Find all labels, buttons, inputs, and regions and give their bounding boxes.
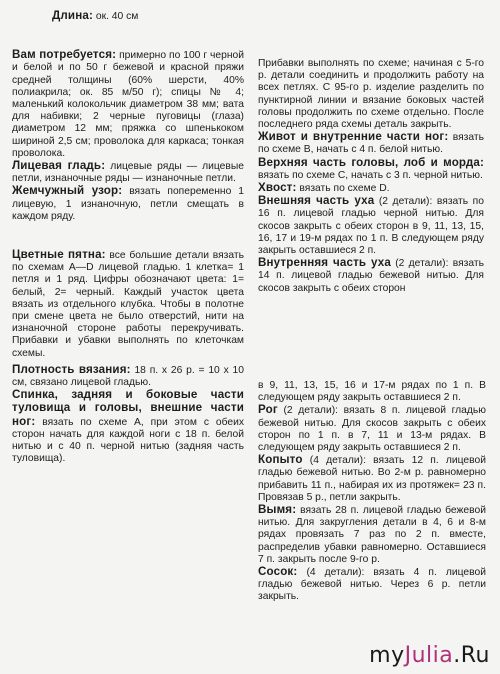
pearl-text: вязать попеременно 1 лицевую, 1 изнаночную, петли смещать в каждом ряду. <box>12 186 244 222</box>
length-line <box>12 10 244 23</box>
teat-count: (4 детали): <box>306 567 365 579</box>
gauge-heading: Плотность вязания: <box>12 362 131 376</box>
stockinette-block <box>12 160 244 185</box>
hoof-count: (4 детали): <box>309 455 366 467</box>
color-spots-text: все большие детали вязать по схемам А—D лицевой гладью. 1 клетка= 1 петля и 1 ряд. Цифры обозначают цвета: 1= белый, 2= черный. Каждый участок цвета вязать из отдельного клубка. Чтобы в полотне при смене цвета не было отверстий, нити на изнаночной стороне работы перекручивать. Прибавки и убавки выполнять по клеточкам схемы. <box>12 250 244 359</box>
tail-heading: Хвост: <box>258 181 297 195</box>
stockinette-text: лицевые ряды — лицевые петли, изнаночные ряды — изнаночные петли. <box>12 161 244 185</box>
length-label: Длина: <box>52 9 93 22</box>
color-spots-block <box>12 249 244 360</box>
left-column <box>12 10 244 466</box>
outer-ear-count: (2 детали): <box>378 196 433 208</box>
inner-ear-continued: в 9, 11, 13, 15, 16 и 17-м рядах по 1 п. В следующем ряду закрыть оставшиеся 2 п. <box>258 380 486 404</box>
inner-ear-block <box>258 257 484 295</box>
watermark-suffix: .Ru <box>453 643 490 668</box>
color-spots-heading: Цветные пятна: <box>12 248 106 262</box>
right-column-bottom <box>258 380 486 604</box>
back-block <box>12 389 244 465</box>
materials-heading: Вам потребуется: <box>12 48 117 62</box>
pearl-block <box>12 185 244 223</box>
outer-ear-text: вязать по 16 п. лицевой гладью черной нитью. Для скосов закрыть с обеих сторон в 9, 11, 13, 15, 16, 17 и 19-м рядах по 1 п. В следующем ряду закрыть оставшиеся 2 п. <box>258 196 484 257</box>
head-top-heading: Верхняя часть головы, лоб и морда: <box>258 155 484 169</box>
increases-text: Прибавки выполнять по схеме; начиная с 5-го р. детали соединить и продолжить работу на всех петлях. С 95-го р. изделие разделить по пунктирной линии и вязание боковых частей головы продолжить по схеме отдельно. После последнего ряда схемы деталь закрыть. <box>258 58 484 131</box>
materials-block <box>12 49 244 160</box>
udder-heading: Вымя: <box>258 503 297 517</box>
right-column-top <box>258 58 484 295</box>
inner-ear-count: (2 детали): <box>395 258 449 270</box>
teat-text: вязать 4 п. лицевой гладью бежевой нитью. Через 6 р. петли закрыть. <box>258 567 486 603</box>
udder-block <box>258 504 486 566</box>
hoof-heading: Копыто <box>258 453 303 467</box>
head-top-text: вязать по схеме С, начать с 3 п. черной нитью. <box>258 169 483 181</box>
inner-ear-text: вязать 14 п. лицевой гладью бежевой нитью. Для скосов закрыть с обеих сторон <box>258 258 484 294</box>
belly-text: вязать по схеме В, начать с 4 п. белой нитью. <box>258 132 484 156</box>
length-value: ок. 40 см <box>95 11 139 22</box>
pearl-heading: Жемчужный узор: <box>12 184 123 198</box>
hoof-block <box>258 454 486 504</box>
belly-block <box>258 131 484 156</box>
hoof-text: вязать 12 п. лицевой гладью бежевой нитью. Во 2-м р. равномерно прибавить 11 п., набирая их из протяжек= 23 п. Провязав 5 р., петли закрыть. <box>258 455 486 503</box>
back-heading: Спинка, задняя и боковые части туловища и головы, внешние части ног: <box>12 388 244 428</box>
watermark-accent: Julia <box>404 643 454 668</box>
horn-text: вязать 8 п. лицевой гладью бежевой нитью. Для скосов закрыть с обеих сторон по 1 п. в 7, 11 и 13-м рядах. В следующем ряду закрыть оставшиеся 2 п. <box>258 405 486 454</box>
site-watermark <box>369 643 490 668</box>
outer-ear-block <box>258 195 484 257</box>
gauge-block <box>12 364 244 389</box>
materials-text: примерно по 100 г черной и белой и по 50 г бежевой и красной пряжи средней толщины (60% шерсти, 40% полиакрила; ок. 85 м/50 г); спицы № 4; маленький колокольчик диаметром 38 мм; вата для набивки; 2 черные пуговицы (глаза) диаметром 12 мм; пряжка со шпенькоком шириной 2,5 см; проволока для каркаса; тонкая проволока. <box>12 50 244 159</box>
outer-ear-heading: Внешняя часть уха <box>258 194 375 208</box>
teat-block <box>258 566 486 604</box>
watermark-prefix: my <box>369 643 405 668</box>
inner-ear-heading: Внутренняя часть уха <box>258 256 391 270</box>
back-text: вязать по схеме А, при этом с обеих сторон начать для каждой ноги с 18 п. белой нитью и с 40 п. черной нитью (задняя часть туловища). <box>12 416 244 465</box>
horn-heading: Рог <box>258 403 278 417</box>
teat-heading: Сосок: <box>258 565 298 579</box>
horn-count: (2 детали): <box>283 405 338 417</box>
horn-block <box>258 404 486 454</box>
stockinette-heading: Лицевая гладь: <box>12 159 106 173</box>
tail-text: вязать по схеме D. <box>299 183 390 195</box>
belly-heading: Живот и внутренние части ног: <box>258 130 449 144</box>
udder-text: вязать 28 п. лицевой гладью бежевой нитью. Для закругления детали в 4, 6 и 8-м рядах провязать 7 раз по 2 п. вместе, распределив убавки равномерно. Оставшиеся 7 п. закрыть после 9-го р. <box>258 505 486 565</box>
head-top-block <box>258 157 484 182</box>
gauge-text: 18 п. х 26 р. = 10 х 10 см, связано лицевой гладью. <box>12 364 244 389</box>
